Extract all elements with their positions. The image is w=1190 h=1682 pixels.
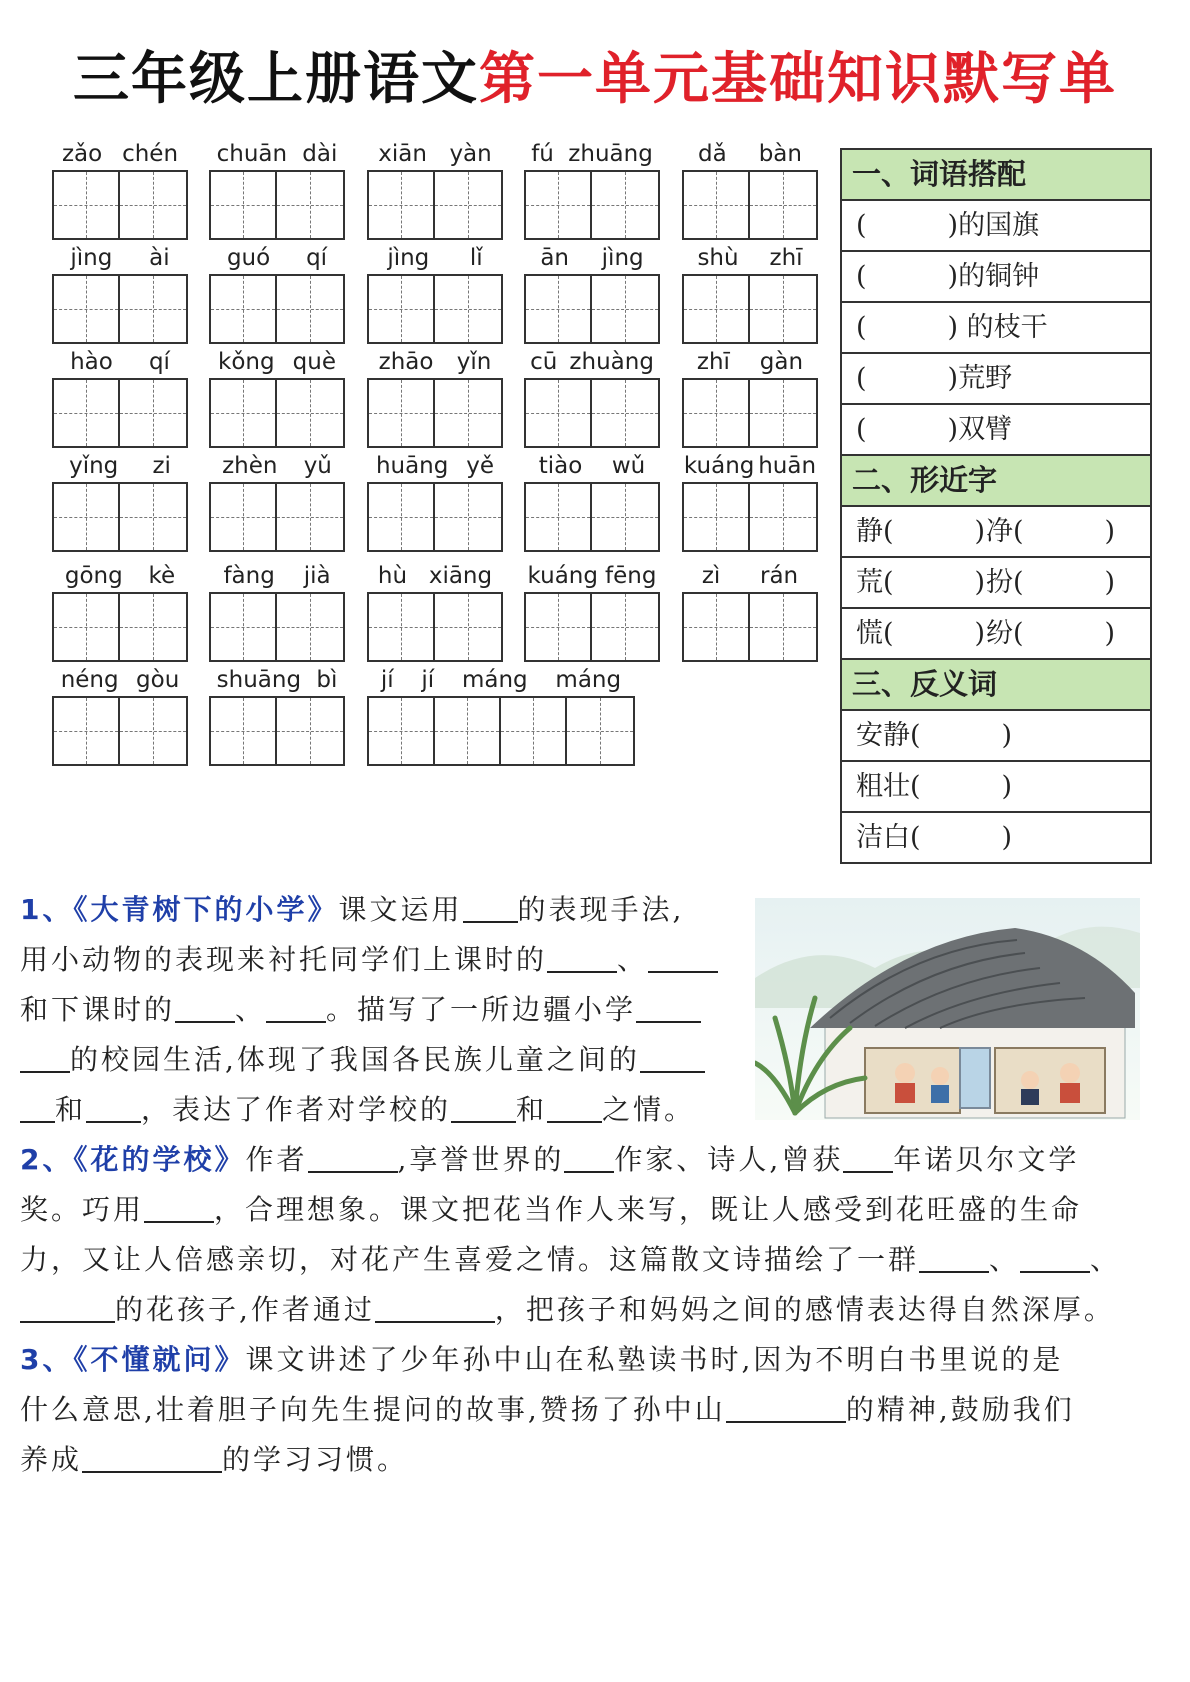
collocation-item[interactable]: ( )荒野 — [842, 354, 1150, 405]
text: 课文讲述了少年孙中山在私塾读书时,因为不明白书里说的是 — [245, 1343, 1064, 1376]
tianzige-cell[interactable] — [211, 484, 277, 550]
pinyin-syllable: yǐng — [69, 453, 119, 479]
pinyin-syllable: qí — [306, 245, 328, 271]
pinyin-word — [682, 562, 818, 662]
fill-blank[interactable] — [20, 1091, 55, 1123]
pinyin-syllables — [524, 452, 660, 480]
pinyin-syllables — [367, 140, 503, 168]
pinyin-syllable: shù — [697, 245, 739, 271]
pinyin-syllable: hào — [70, 349, 113, 375]
pinyin-syllable: wǔ — [611, 453, 646, 479]
similar-char-b[interactable]: 纷( ) — [986, 618, 1116, 649]
pinyin-syllables — [682, 140, 818, 168]
pinyin-syllables — [682, 244, 818, 272]
pinyin-syllable: chén — [122, 141, 179, 167]
fill-blank[interactable] — [726, 1391, 846, 1423]
text: 、 — [235, 993, 267, 1026]
tianzige-cell[interactable] — [211, 172, 277, 238]
pinyin-word — [52, 244, 188, 344]
pinyin-syllable: jí — [380, 667, 394, 693]
pinyin-syllable: cū — [530, 349, 558, 375]
tianzige-cell[interactable] — [526, 276, 592, 342]
classroom-illustration — [755, 898, 1140, 1120]
pinyin-syllable: tiào — [538, 453, 583, 479]
tianzige-cell[interactable] — [369, 698, 435, 764]
pinyin-word — [52, 348, 188, 448]
similar-char-b[interactable]: 扮( ) — [986, 567, 1116, 598]
writing-boxes — [52, 170, 188, 240]
pinyin-syllables — [367, 348, 503, 376]
tianzige-cell[interactable] — [54, 698, 120, 764]
pinyin-syllable: bì — [316, 667, 338, 693]
text: 的精神,鼓励我们 — [845, 1393, 1075, 1426]
tianzige-cell[interactable] — [526, 484, 592, 550]
tianzige-cell[interactable] — [369, 484, 435, 550]
fill-blank[interactable] — [375, 1291, 495, 1323]
pinyin-word — [682, 140, 818, 240]
question-title: 《大青树下的小学》 — [73, 893, 339, 926]
pinyin-word — [682, 348, 818, 448]
pinyin-syllable: zì — [701, 563, 721, 589]
pinyin-syllable: jí — [421, 667, 435, 693]
writing-boxes — [209, 482, 345, 552]
tianzige-cell[interactable] — [435, 380, 501, 446]
pinyin-syllable: máng — [461, 667, 528, 693]
pinyin-syllable: lǐ — [469, 245, 483, 271]
tianzige-cell[interactable] — [120, 172, 186, 238]
pinyin-word — [682, 452, 818, 552]
text: 课文运用 — [338, 893, 463, 926]
pinyin-syllables — [209, 244, 345, 272]
text: ，合理想象。课文把花当作人来写，既让人感受到花旺盛的生命 — [214, 1193, 1083, 1226]
pinyin-syllable: kè — [148, 563, 176, 589]
tianzige-cell[interactable] — [211, 380, 277, 446]
writing-boxes — [209, 378, 345, 448]
pinyin-syllable: huān — [758, 453, 817, 479]
writing-boxes — [524, 592, 660, 662]
tianzige-cell[interactable] — [526, 380, 592, 446]
pinyin-syllables — [52, 244, 188, 272]
text: 年诺贝尔文学 — [893, 1143, 1080, 1176]
text: 、 — [617, 943, 649, 976]
pinyin-syllable: gàn — [759, 349, 804, 375]
pinyin-word — [367, 140, 503, 240]
pinyin-word — [524, 348, 660, 448]
tianzige-cell[interactable] — [277, 172, 343, 238]
tianzige-cell[interactable] — [54, 380, 120, 446]
question-3 — [20, 1335, 1170, 1485]
pinyin-word — [209, 140, 345, 240]
writing-boxes — [52, 482, 188, 552]
question-title: 《不懂就问》 — [73, 1343, 246, 1376]
pinyin-word — [52, 452, 188, 552]
text: 之情。 — [602, 1093, 696, 1126]
pinyin-syllables — [209, 348, 345, 376]
pinyin-syllable: fàng — [223, 563, 275, 589]
tianzige-cell[interactable] — [684, 172, 750, 238]
pinyin-word — [367, 348, 503, 448]
writing-boxes — [524, 170, 660, 240]
pinyin-syllables — [524, 562, 660, 590]
tianzige-cell[interactable] — [750, 594, 816, 660]
writing-boxes — [682, 274, 818, 344]
tianzige-cell[interactable] — [592, 594, 658, 660]
pinyin-word — [524, 562, 660, 662]
pinyin-syllable: chuān — [216, 141, 288, 167]
text: 、 — [1090, 1243, 1122, 1276]
pinyin-syllables — [682, 452, 818, 480]
collocation-item[interactable]: ( )的国旗 — [842, 201, 1150, 252]
pinyin-word — [367, 562, 503, 662]
question-2 — [20, 1135, 1170, 1335]
fill-blank[interactable] — [843, 1141, 893, 1173]
pinyin-syllable: yǔ — [303, 453, 332, 479]
section-heading-antonyms: 三、反义词 — [842, 660, 1150, 711]
text: 的校园生活,体现了我国各民族儿童之间的 — [70, 1043, 640, 1076]
pinyin-syllables — [524, 244, 660, 272]
writing-boxes — [524, 482, 660, 552]
tianzige-cell[interactable] — [435, 484, 501, 550]
writing-boxes — [367, 170, 503, 240]
writing-boxes — [367, 592, 503, 662]
antonym-item[interactable]: 粗壮( ) — [842, 762, 1150, 813]
fill-blank[interactable] — [919, 1241, 989, 1273]
text: 力，又让人倍感亲切，对花产生喜爱之情。这篇散文诗描绘了一群 — [20, 1243, 920, 1276]
text: 奖。巧用 — [20, 1193, 145, 1226]
title-part1: 三年级上册语文 — [73, 47, 479, 112]
text: 的花孩子,作者通过 — [115, 1293, 375, 1326]
pinyin-word — [52, 562, 188, 662]
pinyin-syllables — [209, 452, 345, 480]
writing-boxes — [524, 274, 660, 344]
tianzige-cell[interactable] — [435, 276, 501, 342]
writing-boxes — [682, 482, 818, 552]
pinyin-syllable: yǐn — [456, 349, 492, 375]
pinyin-syllable: dài — [302, 141, 338, 167]
pinyin-syllables — [52, 562, 188, 590]
writing-boxes — [209, 274, 345, 344]
pinyin-word — [52, 140, 188, 240]
pinyin-syllable: kuáng — [683, 453, 755, 479]
pinyin-syllable: zhuāng — [568, 141, 653, 167]
text: 养成 — [20, 1443, 83, 1476]
question-number: 2、 — [20, 1143, 74, 1176]
tianzige-cell[interactable] — [120, 484, 186, 550]
tianzige-cell[interactable] — [54, 594, 120, 660]
pinyin-syllable: gōng — [64, 563, 123, 589]
writing-boxes — [52, 274, 188, 344]
pinyin-syllable: jià — [303, 563, 331, 589]
tianzige-cell[interactable] — [369, 276, 435, 342]
pinyin-syllables — [367, 452, 503, 480]
pinyin-syllable: kǒng — [218, 349, 275, 375]
fill-blank[interactable] — [144, 1191, 214, 1223]
tianzige-cell[interactable] — [684, 594, 750, 660]
tianzige-cell[interactable] — [211, 276, 277, 342]
writing-boxes — [367, 378, 503, 448]
text: ，表达了作者对学校的 — [141, 1093, 452, 1126]
question-1 — [20, 885, 755, 1135]
tianzige-cell[interactable] — [369, 172, 435, 238]
fill-blank[interactable] — [20, 1291, 115, 1323]
tianzige-cell[interactable] — [369, 380, 435, 446]
pinyin-syllables — [209, 562, 345, 590]
right-panel — [840, 148, 1152, 864]
pinyin-syllables — [367, 666, 635, 694]
pinyin-syllables — [524, 140, 660, 168]
tianzige-cell[interactable] — [120, 698, 186, 764]
pinyin-syllable: huāng — [375, 453, 449, 479]
writing-boxes — [209, 170, 345, 240]
pinyin-syllables — [682, 348, 818, 376]
tianzige-cell[interactable] — [277, 594, 343, 660]
fill-blank[interactable] — [451, 1091, 516, 1123]
pinyin-word — [209, 348, 345, 448]
pinyin-syllables — [367, 562, 503, 590]
pinyin-syllables — [682, 562, 818, 590]
text: 和 — [55, 1093, 87, 1126]
tianzige-cell[interactable] — [526, 594, 592, 660]
fill-blank[interactable] — [640, 1041, 705, 1073]
writing-boxes — [209, 592, 345, 662]
pinyin-word — [524, 452, 660, 552]
writing-boxes — [367, 696, 635, 766]
pinyin-syllable: jìng — [601, 245, 644, 271]
pinyin-word — [524, 140, 660, 240]
tianzige-cell[interactable] — [120, 594, 186, 660]
pinyin-syllable: fēng — [605, 563, 657, 589]
text: 和 — [516, 1093, 548, 1126]
fill-blank[interactable] — [547, 941, 617, 973]
pinyin-syllable: hù — [377, 563, 408, 589]
fill-blank[interactable] — [20, 1041, 70, 1073]
writing-boxes — [682, 170, 818, 240]
pinyin-syllable: jìng — [70, 245, 113, 271]
text: ，把孩子和妈妈之间的感情表达得自然深厚。 — [494, 1293, 1115, 1326]
fill-blank[interactable] — [564, 1141, 614, 1173]
title-part2: 第一单元基础知识默写单 — [479, 47, 1117, 112]
tianzige-cell[interactable] — [54, 484, 120, 550]
pinyin-syllable: zhāo — [378, 349, 434, 375]
writing-boxes — [367, 482, 503, 552]
tianzige-cell[interactable] — [684, 380, 750, 446]
page-title — [0, 47, 1190, 112]
pinyin-word — [209, 666, 345, 766]
tianzige-cell[interactable] — [592, 172, 658, 238]
pinyin-syllable: máng — [555, 667, 622, 693]
pinyin-syllables — [52, 452, 188, 480]
antonym-item[interactable]: 洁白( ) — [856, 822, 1013, 853]
text: 和下课时的 — [20, 993, 176, 1026]
pinyin-syllable: kuáng — [527, 563, 598, 589]
tianzige-cell[interactable] — [277, 698, 343, 764]
pinyin-syllable: zhī — [696, 349, 730, 375]
pinyin-word — [52, 666, 188, 766]
pinyin-word — [209, 244, 345, 344]
writing-boxes — [682, 378, 818, 448]
similar-char-row[interactable] — [842, 558, 1150, 609]
question-number: 3、 — [20, 1343, 74, 1376]
pinyin-syllable: ài — [149, 245, 170, 271]
pinyin-syllable: jìng — [387, 245, 430, 271]
pinyin-syllable: shuāng — [216, 667, 302, 693]
question-title: 《花的学校》 — [73, 1143, 246, 1176]
tianzige-cell[interactable] — [54, 172, 120, 238]
writing-boxes — [367, 274, 503, 344]
tianzige-cell[interactable] — [592, 484, 658, 550]
writing-boxes — [209, 696, 345, 766]
pinyin-syllable: ān — [540, 245, 569, 271]
fill-blank[interactable] — [1020, 1241, 1090, 1273]
tianzige-cell[interactable] — [750, 484, 816, 550]
pinyin-syllable: fú — [531, 141, 554, 167]
section-heading-similar-chars: 二、形近字 — [842, 456, 1150, 507]
text: 的学习习惯。 — [222, 1443, 409, 1476]
pinyin-syllable: zhèn — [222, 453, 278, 479]
pinyin-syllables — [367, 244, 503, 272]
fill-blank[interactable] — [547, 1091, 602, 1123]
pinyin-syllables — [209, 140, 345, 168]
tianzige-cell[interactable] — [567, 698, 633, 764]
pinyin-syllables — [52, 666, 188, 694]
collocation-item[interactable]: ( )的铜钟 — [842, 252, 1150, 303]
tianzige-cell[interactable] — [120, 380, 186, 446]
writing-boxes — [52, 592, 188, 662]
pinyin-syllable: xiān — [378, 141, 427, 167]
pinyin-syllables — [524, 348, 660, 376]
text: 什么意思,壮着胆子向先生提问的故事,赞扬了孙中山 — [20, 1393, 726, 1426]
tianzige-cell[interactable] — [750, 276, 816, 342]
tianzige-cell[interactable] — [277, 380, 343, 446]
similar-char-a[interactable]: 静( ) — [856, 516, 986, 547]
tianzige-cell[interactable] — [120, 276, 186, 342]
pinyin-syllable: bàn — [758, 141, 802, 167]
tianzige-cell[interactable] — [435, 594, 501, 660]
pinyin-syllable: zǎo — [61, 141, 103, 167]
tianzige-cell[interactable] — [684, 276, 750, 342]
fill-blank[interactable] — [308, 1141, 398, 1173]
collocation-item[interactable]: ( ) 的枝干 — [842, 303, 1150, 354]
similar-char-row[interactable] — [842, 609, 1150, 660]
fill-blank[interactable] — [636, 991, 701, 1023]
tianzige-cell[interactable] — [592, 276, 658, 342]
writing-boxes — [52, 696, 188, 766]
pinyin-word — [209, 562, 345, 662]
tianzige-cell[interactable] — [211, 698, 277, 764]
fill-blank[interactable] — [175, 991, 235, 1023]
pinyin-syllable: zi — [152, 453, 171, 479]
question-number: 1、 — [20, 893, 74, 926]
tianzige-cell[interactable] — [435, 172, 501, 238]
pinyin-syllable: què — [292, 349, 336, 375]
fill-blank[interactable] — [463, 891, 518, 923]
pinyin-syllable: zhuàng — [569, 349, 654, 375]
writing-boxes — [524, 378, 660, 448]
tianzige-cell[interactable] — [592, 380, 658, 446]
tianzige-cell[interactable] — [211, 594, 277, 660]
similar-char-row[interactable] — [842, 507, 1150, 558]
pinyin-syllables — [52, 140, 188, 168]
pinyin-word — [367, 452, 503, 552]
pinyin-syllable: yàn — [449, 141, 492, 167]
text: 作者 — [245, 1143, 308, 1176]
similar-char-a[interactable]: 荒( ) — [856, 567, 986, 598]
similar-char-a[interactable]: 慌( ) — [856, 618, 986, 649]
pinyin-syllable: yě — [466, 453, 495, 479]
tianzige-cell[interactable] — [54, 276, 120, 342]
pinyin-word — [367, 666, 635, 766]
tianzige-cell[interactable] — [277, 484, 343, 550]
tianzige-cell[interactable] — [750, 380, 816, 446]
pinyin-syllable: qí — [148, 349, 170, 375]
writing-boxes — [682, 592, 818, 662]
pinyin-syllables — [52, 348, 188, 376]
collocation-item[interactable]: ( )双臂 — [842, 405, 1150, 456]
pinyin-syllable: xiāng — [428, 563, 493, 589]
tianzige-cell[interactable] — [684, 484, 750, 550]
pinyin-word — [367, 244, 503, 344]
pinyin-syllable: zhī — [769, 245, 803, 271]
pinyin-word — [682, 244, 818, 344]
pinyin-word — [209, 452, 345, 552]
tianzige-cell[interactable] — [369, 594, 435, 660]
text: 作家、诗人,曾获 — [614, 1143, 844, 1176]
section-heading-collocation: 一、词语搭配 — [842, 150, 1150, 201]
pinyin-syllable: dǎ — [698, 141, 727, 167]
pinyin-syllable: gòu — [136, 667, 180, 693]
pinyin-syllable: guó — [226, 245, 271, 271]
pinyin-syllables — [209, 666, 345, 694]
similar-char-b[interactable]: 净( ) — [986, 516, 1116, 547]
antonym-item[interactable]: 安静( ) — [842, 711, 1150, 762]
tianzige-cell[interactable] — [750, 172, 816, 238]
pinyin-syllable: rán — [760, 563, 799, 589]
text: 。描写了一所边疆小学 — [326, 993, 637, 1026]
tianzige-cell[interactable] — [501, 698, 567, 764]
fill-blank[interactable] — [86, 1091, 141, 1123]
fill-blank[interactable] — [266, 991, 326, 1023]
tianzige-cell[interactable] — [435, 698, 501, 764]
tianzige-cell[interactable] — [526, 172, 592, 238]
pinyin-word — [524, 244, 660, 344]
fill-blank[interactable] — [82, 1441, 222, 1473]
text: 、 — [989, 1243, 1021, 1276]
writing-boxes — [52, 378, 188, 448]
pinyin-syllable: néng — [60, 667, 119, 693]
text: ,享誉世界的 — [397, 1143, 565, 1176]
text: 用小动物的表现来衬托同学们上课时的 — [20, 943, 548, 976]
tianzige-cell[interactable] — [277, 276, 343, 342]
fill-blank[interactable] — [648, 941, 718, 973]
text: 的表现手法, — [517, 893, 685, 926]
